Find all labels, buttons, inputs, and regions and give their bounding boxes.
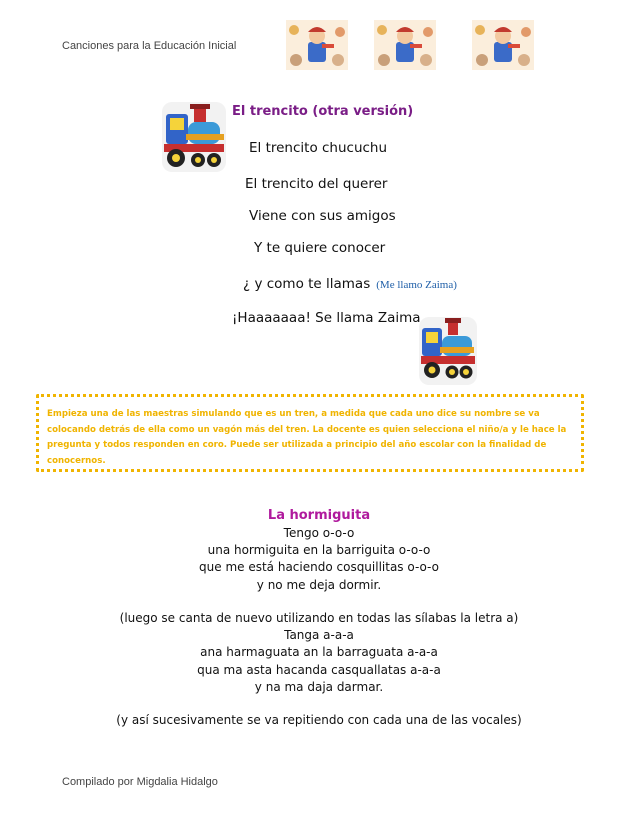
song1-answer-note: (Me llamo Zaima) [376, 279, 457, 291]
song1-line: El trencito chucuchu [249, 140, 388, 156]
instructions-text: Empieza una de las maestras simulando que es un tren, a medida que cada uno dice su nombre se va colocando detrás de ella como un vagón más del tren. La docente es quien selecciona el niño/a y le hace la pregunta y todos responden en coro. Puede ser utilizada a principio del año escolar con la finalidad de conocernos. [47, 409, 567, 466]
song1-question-line [243, 276, 457, 292]
instructions-box [36, 394, 584, 472]
train-image [160, 100, 228, 174]
song1-title: El trencito (otra versión) [232, 104, 414, 119]
song2-line: que me está haciendo cosquillitas o-o-o [199, 560, 439, 574]
song2-line: Tengo o-o-o [283, 526, 355, 540]
song2-title: La hormiguita [267, 508, 371, 523]
song2-line: y no me deja dormir. [256, 578, 382, 592]
song2-instruction: (luego se canta de nuevo utilizando en todas las sílabas la letra a) [119, 611, 519, 625]
page-footer: Compilado por Migdalia Hidalgo [62, 776, 218, 788]
kid-drawing-image [286, 20, 348, 70]
train-image [418, 316, 478, 386]
song2-instruction: (y así sucesivamente se va repitiendo con cada una de las vocales) [116, 713, 522, 727]
song1-line: Viene con sus amigos [249, 208, 396, 224]
kid-drawing-image [374, 20, 436, 70]
song2-line: y na ma daja darmar. [254, 680, 384, 694]
song1-line: Y te quiere conocer [254, 240, 386, 256]
song1-line: ¿ y como te llamas [243, 276, 371, 292]
song2-line: una hormiguita en la barriguita o-o-o [207, 543, 431, 557]
song1-line: ¡Haaaaaaa! Se llama Zaima [232, 310, 421, 326]
song1-line: El trencito del querer [245, 176, 388, 192]
song2-line: ana harmaguata an la barraguata a-a-a [200, 645, 438, 659]
song2-line: Tanga a-a-a [284, 628, 354, 642]
page-header: Canciones para la Educación Inicial [62, 40, 237, 52]
song2-line: qua ma asta hacanda casquallatas a-a-a [197, 663, 441, 677]
kid-drawing-image [472, 20, 534, 70]
